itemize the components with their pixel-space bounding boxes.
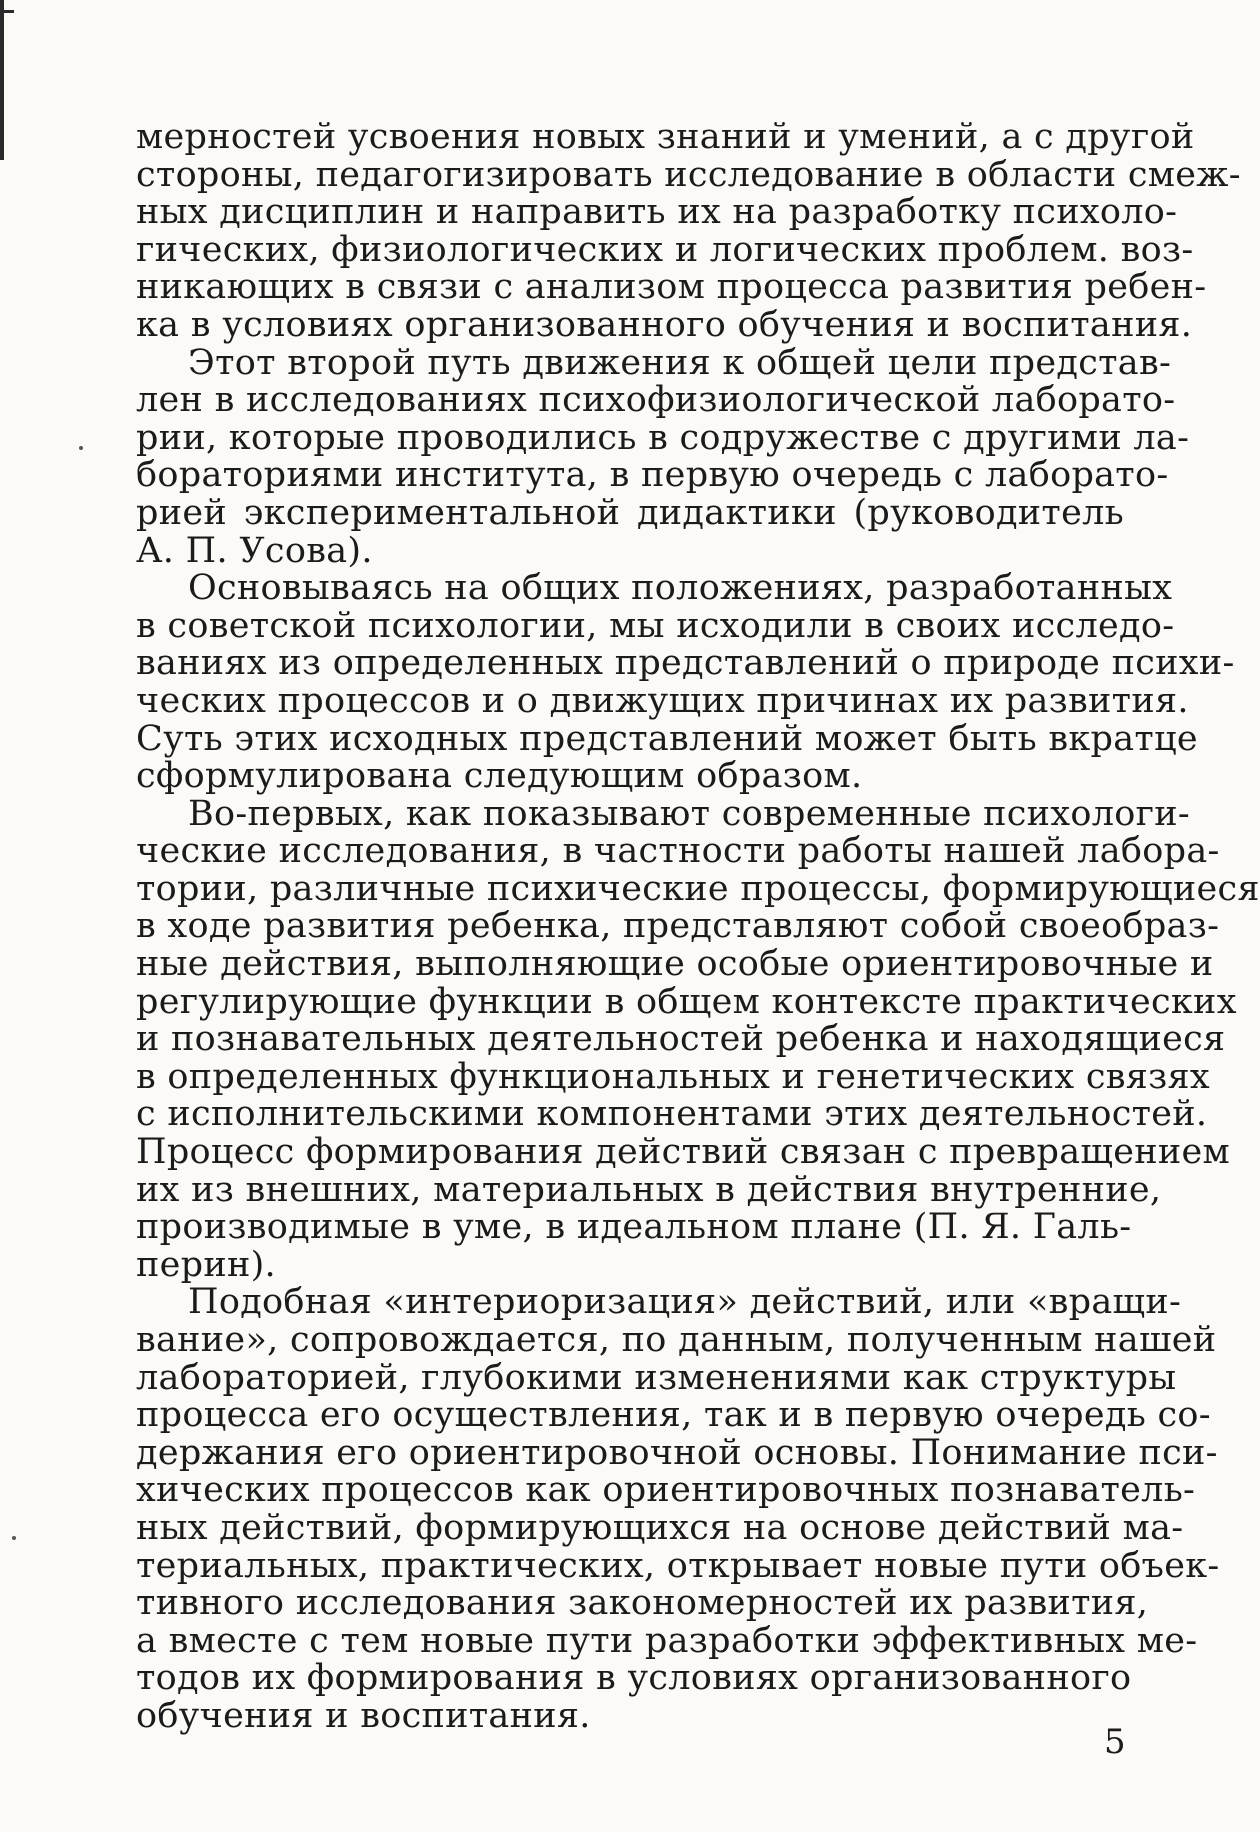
text-line: в ходе развития ребенка, представляют собой своеобраз-	[136, 906, 1220, 947]
text-line: хических процессов как ориентировочных познаватель-	[136, 1470, 1196, 1511]
text-line: с исполнительскими компонентами этих деятельностей.	[136, 1094, 1208, 1135]
paragraph	[136, 1282, 1220, 1736]
text-line: в советской психологии, мы исходили в своих исследо-	[136, 605, 1175, 646]
text-line: рии, которые проводились в содружестве с другими ла-	[136, 417, 1190, 458]
text-line: процесса его осуществления, так и в первую очередь со-	[136, 1395, 1211, 1436]
text-line: мерностей усвоения новых знаний и умений, а с другой	[136, 117, 1195, 157]
text-line: ных действий, формирующихся на основе действий ма-	[136, 1507, 1184, 1548]
text-line: ных дисциплин и направить их на разработку психоло-	[136, 192, 1178, 233]
text-line: в определенных функциональных и генетических связях	[136, 1056, 1210, 1097]
text-line: лабораторией, глубокими изменениями как структуры	[136, 1357, 1177, 1398]
page-body-text	[136, 117, 1260, 1736]
text-line: обучения и воспитания.	[136, 1695, 591, 1736]
text-line: лен в исследованиях психофизиологической лаборато-	[136, 380, 1176, 421]
text-line: Суть этих исходных представлений может быть вкратце	[136, 718, 1198, 759]
text-line: Подобная «интериоризация» действий, или «вращи-	[188, 1282, 1182, 1323]
text-line: держания его ориентировочной основы. Понимание пси-	[136, 1432, 1218, 1473]
text-line: сформулирована следующим образом.	[136, 756, 863, 797]
text-line: гических, физиологических и логических проблем. воз-	[136, 229, 1194, 270]
text-line: тивного исследования закономерностей их развития,	[136, 1583, 1149, 1624]
text-line: Во-первых, как показывают современные психологи-	[188, 793, 1191, 834]
text-line: Этот второй путь движения к общей цели представ-	[188, 342, 1172, 383]
text-line: стороны, педагогизировать исследование в области смеж-	[136, 154, 1241, 195]
paragraph	[136, 342, 1190, 571]
text-line: вание», сопровождается, по данным, полученным нашей	[136, 1320, 1217, 1360]
text-line: а вместе с тем новые пути разработки эффективных ме-	[136, 1620, 1198, 1661]
text-line: бораториями института, в первую очередь с лаборато-	[136, 455, 1169, 496]
text-line: тодов их формирования в условиях организованного	[136, 1658, 1132, 1699]
text-line: ческие исследования, в частности работы нашей лабора-	[136, 831, 1220, 872]
paragraph	[136, 793, 1260, 1285]
scan-speck	[12, 1536, 16, 1540]
text-line: тории, различные психические процессы, формирующиеся	[136, 868, 1260, 909]
text-line: ные действия, выполняющие особые ориентировочные и	[136, 944, 1214, 985]
text-line: ка в условиях организованного обучения и воспитания.	[136, 304, 1193, 345]
page-number: 5	[1104, 1722, 1126, 1762]
text-line: никающих в связи с анализом процесса развития ребен-	[136, 267, 1207, 308]
text-line: регулирующие функции в общем контексте практических	[136, 981, 1237, 1022]
text-line: ческих процессов и о движущих причинах их развития.	[136, 680, 1189, 721]
text-line: териальных, практических, открывает новые пути объек-	[136, 1545, 1220, 1586]
text-line: и познавательных деятельностей ребенка и находящиеся	[136, 1019, 1226, 1060]
page-binding-edge	[0, 0, 4, 160]
text-line: Основываясь на общих положениях, разработанных	[188, 568, 1173, 609]
text-line: перин).	[136, 1244, 276, 1285]
scan-speck	[79, 446, 83, 450]
page-binding-mark	[0, 10, 14, 13]
text-line: А. П. Усова).	[136, 530, 373, 571]
paragraph	[136, 117, 1241, 345]
paragraph	[136, 568, 1235, 797]
text-line: производимые в уме, в идеальном плане (П. Я. Галь-	[136, 1207, 1132, 1248]
text-line: Процесс формирования действий связан с превращением	[136, 1132, 1231, 1173]
text-line: рией экспериментальной дидактики (руководитель	[136, 492, 1124, 533]
text-line: ваниях из определенных представлений о природе психи-	[136, 643, 1235, 684]
text-line: их из внешних, материальных в действия внутренние,	[136, 1169, 1162, 1210]
